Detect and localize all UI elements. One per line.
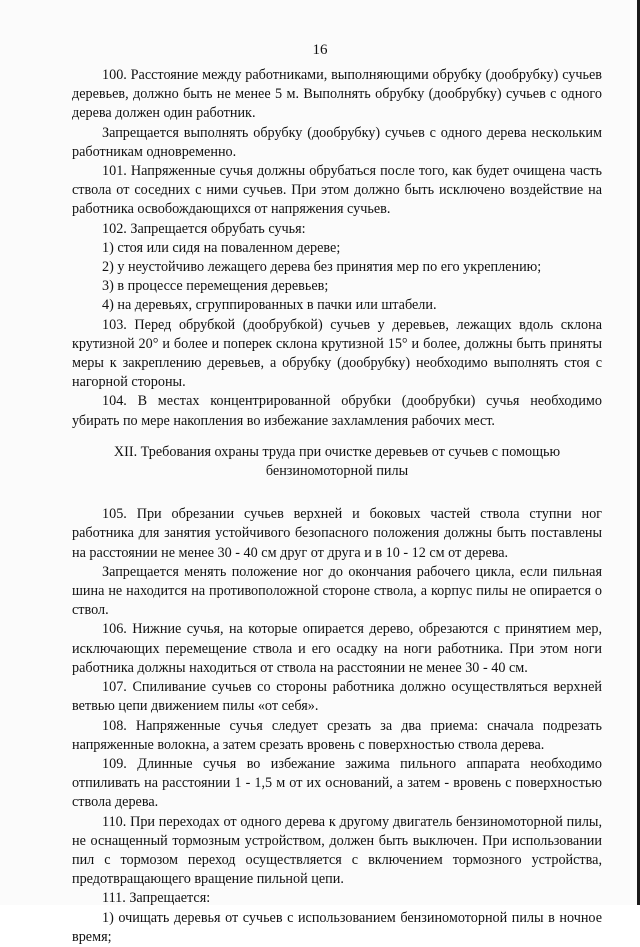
- section-heading-xii: [72, 443, 602, 481]
- paragraph-107: 107. Спиливание сучьев со стороны работника должно осуществляться верхней ветвью цепи движением пилы «от себя».: [72, 679, 602, 715]
- list-item-102-4: 4) на деревьях, сгруппированных в пачки или штабели.: [102, 297, 437, 314]
- paragraph-109: 109. Длинные сучья во избежание зажима пильного аппарата необходимо отпиливать на расстоянии 1 - 1,5 м от их оснований, а затем - вровень с поверхностью ствола дерева.: [72, 755, 602, 811]
- list-item-102-1: 1) стоя или сидя на поваленном дереве;: [102, 239, 341, 256]
- paragraph-106: 106. Нижние сучья, на которые опирается дерево, обрезаются с принятием мер, исключающих перемещение ствола и его осадку на ноги работника. При этом ноги работника должны находиться от ствола на расстоянии не менее 30 - 40 см.: [72, 621, 602, 676]
- page-number: 16: [312, 42, 328, 58]
- paragraph-105: 105. При обрезании сучьев верхней и боковых частей ствола ступни ног работника для занятия устойчивого безопасного положения должны быть поставлены на расстоянии не менее 30 - 40 см друг от друга и в 10 - 12 см от дерева.: [72, 506, 602, 561]
- section-heading-line-2: бензиномоторной пилы: [265, 463, 409, 480]
- paragraph-102: 102. Запрещается обрубать сучья:: [102, 220, 306, 237]
- document-body: [72, 66, 602, 947]
- paragraph-100-prohibition: Запрещается выполнять обрубку (дообрубку) сучьев с одного дерева нескольким работникам одновременно.: [72, 124, 602, 160]
- paragraph-108: 108. Напряженные сучья следует срезать за два приема: сначала подрезать напряженные волокна, а затем срезать вровень с поверхностью ствола дерева.: [72, 717, 602, 753]
- paragraph-103: 103. Перед обрубкой (дообрубкой) сучьев у деревьев, лежащих вдоль склона крутизной 20° и более и поперек склона крутизной 15° и более, должны быть приняты меры к закреплению деревьев, а обрубку (дообрубку) необходимо выполнять стоя с нагорной стороны.: [72, 316, 602, 391]
- paragraph-101: 101. Напряженные сучья должны обрубаться после того, как будет очищена часть ствола от соседних с ними сучьев. При этом должно быть исключено воздействие на работника освобождающихся от напряжения сучьев.: [72, 163, 602, 218]
- paragraph-104: 104. В местах концентрированной обрубки (дообрубки) сучья необходимо убирать по мере накопления во избежание захламления рабочих мест.: [72, 393, 602, 429]
- list-item-111-1: 1) очищать деревья от сучьев с использованием бензиномоторной пилы в ночное время;: [72, 909, 602, 945]
- list-item-102-2: 2) у неустойчиво лежащего дерева без принятия мер по его укреплению;: [102, 259, 542, 276]
- list-item-102-3: 3) в процессе перемещения деревьев;: [102, 278, 329, 295]
- section-heading-line-1: XII. Требования охраны труда при очистке деревьев от сучьев с помощью: [113, 443, 561, 460]
- paragraph-110: 110. При переходах от одного дерева к другому двигатель бензиномоторной пилы, не оснащенный тормозным устройством, должен быть выключен. При использовании пил с тормозом переход осуществляется с включением тормозного устройства, предотвращающего вращение пильной цепи.: [72, 813, 602, 888]
- paragraph-111: 111. Запрещается:: [102, 890, 211, 907]
- paragraph-100: 100. Расстояние между работниками, выполняющими обрубку (дообрубку) сучьев деревьев, должно быть не менее 5 м. Выполнять обрубку (дообрубку) сучьев с одного дерева должен один работник.: [72, 67, 602, 122]
- paragraph-105-prohibition: Запрещается менять положение ног до окончания рабочего цикла, если пильная шина не находится на противоположной стороне ствола, а корпус пилы не опирается о ствол.: [72, 563, 602, 619]
